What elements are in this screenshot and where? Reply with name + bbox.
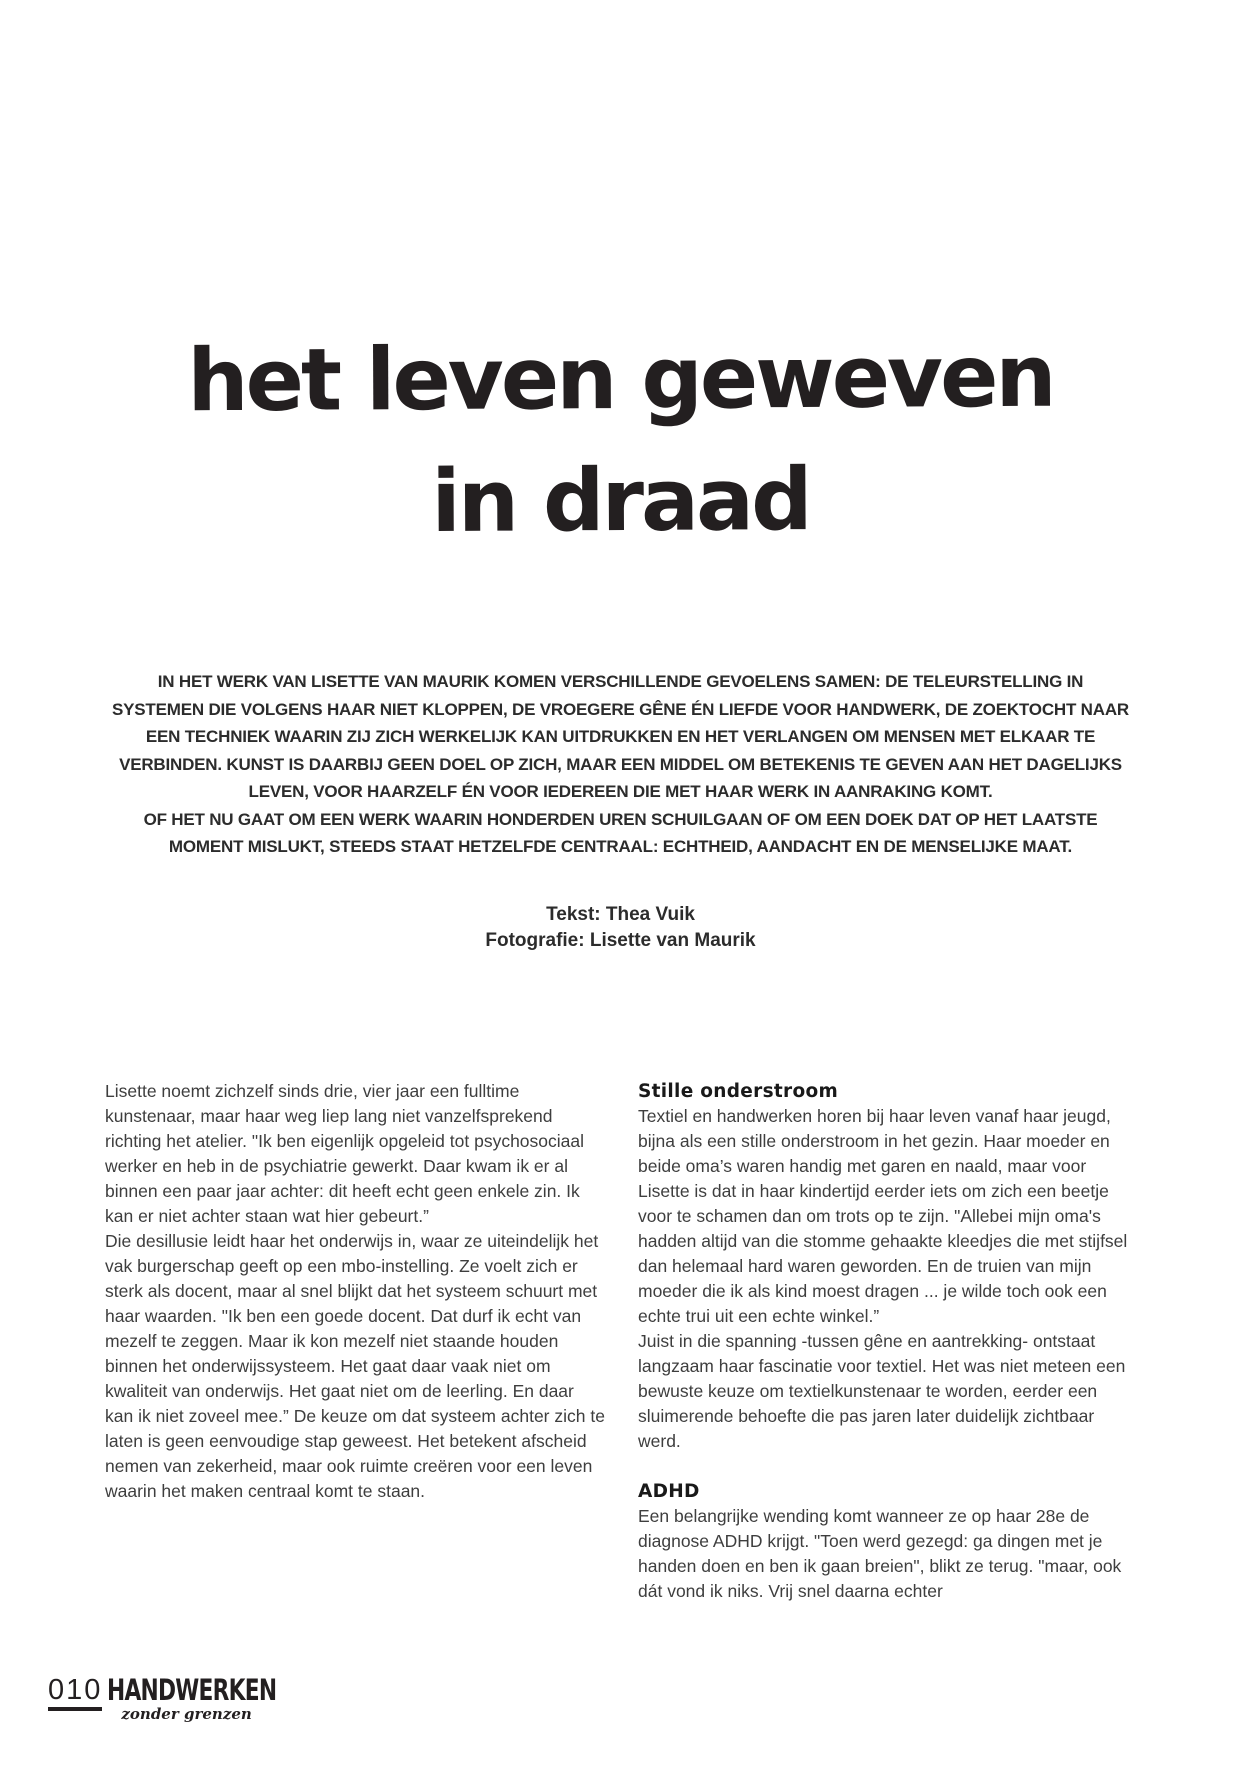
brand-block <box>107 1673 333 1723</box>
article-title <box>0 318 1241 562</box>
right-column <box>638 1079 1138 1604</box>
intro-line: SYSTEMEN DIE VOLGENS HAAR NIET KLOPPEN, DE VROEGERE GÊNE ÉN LIEFDE VOOR HANDWERK, DE ZOEKTOCHT NAAR <box>112 699 1129 719</box>
magazine-logo <box>48 1673 333 1723</box>
text-credit: Tekst: Thea Vuik <box>546 904 695 925</box>
intro-line: IN HET WERK VAN LISETTE VAN MAURIK KOMEN VERSCHILLENDE GEVOELENS SAMEN: DE TELEURSTELLING IN <box>157 672 1084 691</box>
magazine-tagline: zonder grenzen <box>121 1705 252 1723</box>
body-paragraph: Juist in die spanning -tussen gêne en aantrekking- ontstaat langzaam haar fascinatie voor textiel. Het was niet meteen een bewuste keuze om textielkunstenaar te worden, eerder een sluimerende behoefte die pas jaren later duidelijk zichtbaar werd. <box>638 1331 1126 1451</box>
section-spacer <box>638 1454 1138 1479</box>
credits <box>0 902 1241 954</box>
left-column <box>105 1079 605 1604</box>
intro-line: OF HET NU GAAT OM EEN WERK WAARIN HONDERDEN UREN SCHUILGAAN OF OM EEN DOEK DAT OP HET LAATSTE <box>143 809 1098 829</box>
body-paragraph: Die desillusie leidt haar het onderwijs in, waar ze uiteindelijk het vak burgerschap geeft op een mbo-instelling. Ze voelt zich er sterk als docent, maar al snel blijkt dat het systeem schuurt met haar waarden. "Ik ben een goede docent. Dat durf ik echt van mezelf te zeggen. Maar ik kon mezelf niet staande houden binnen het onderwijssysteem. Het gaat daar vaak niet om kwaliteit van onderwijs. Het gaat niet om de leerling. En daar kan ik niet zoveel mee.” De keuze om dat systeem achter zich te laten is geen eenvoudige stap geweest. Het betekent afscheid nemen van zekerheid, maar ook ruimte creëren voor een leven waarin het maken centraal komt te staan. <box>105 1231 605 1501</box>
intro-line: LEVEN, VOOR HAARZELF ÉN VOOR IEDEREEN DIE MET HAAR WERK IN AANRAKING KOMT. <box>248 782 993 801</box>
article-body <box>105 1079 1138 1604</box>
intro-paragraph <box>90 668 1151 861</box>
intro-line: MOMENT MISLUKT, STEEDS STAAT HETZELFDE CENTRAAL: ECHTHEID, AANDACHT EN DE MENSELIJKE MAAT. <box>168 837 1073 856</box>
magazine-name: HANDWERKEN <box>107 1673 277 1707</box>
body-paragraph: Lisette noemt zichzelf sinds drie, vier jaar een fulltime kunstenaar, maar haar weg liep lang niet vanzelfsprekend richting het atelier. "Ik ben eigenlijk opgeleid tot psychosociaal werker en heb in de psychiatrie gewerkt. Daar kwam ik er al binnen een paar jaar achter: dit heeft echt geen enkele zin. Ik kan er niet achter staan wat hier gebeurt.” <box>105 1081 585 1226</box>
body-paragraph: Een belangrijke wending komt wanneer ze op haar 28e de diagnose ADHD krijgt. "Toen werd gezegd: ga dingen met je handen doen en ben ik gaan breien", blikt ze terug. "maar, ook dát vond ik niks. Vrij snel daarna echter <box>638 1506 1122 1601</box>
intro-line: EEN TECHNIEK WAARIN ZIJ ZICH WERKELIJK KAN UITDRUKKEN EN HET VERLANGEN OM MENSEN MET ELKAAR TE <box>145 727 1096 746</box>
photography-credit: Fotografie: Lisette van Maurik <box>485 930 756 951</box>
title-line-2: in draad <box>431 450 810 552</box>
section-heading-adhd: ADHD <box>638 1481 700 1502</box>
body-paragraph: Textiel en handwerken horen bij haar leven vanaf haar jeugd, bijna als een stille onderstroom in het gezin. Haar moeder en beide oma’s waren handig met garen en naald, maar voor Lisette is dat in haar kindertijd eerder iets om zich een beetje voor te schamen dan om trots op te zijn. "Allebei mijn oma's hadden altijd van die stomme gehaakte kleedjes die met stijfsel dan helemaal hard waren geworden. En de truien van mijn moeder die ik als kind moest dragen ... je wilde toch ook een echte trui uit een echte winkel.” <box>638 1106 1128 1326</box>
title-line-1: het leven geweven <box>187 326 1054 432</box>
intro-line: VERBINDEN. KUNST IS DAARBIJ GEEN DOEL OP ZICH, MAAR EEN MIDDEL OM BETEKENIS TE GEVEN AAN HET DAGELIJKS <box>119 754 1122 774</box>
section-heading-stille-onderstroom: Stille onderstroom <box>638 1081 839 1102</box>
page-number: 010 <box>48 1676 102 1711</box>
